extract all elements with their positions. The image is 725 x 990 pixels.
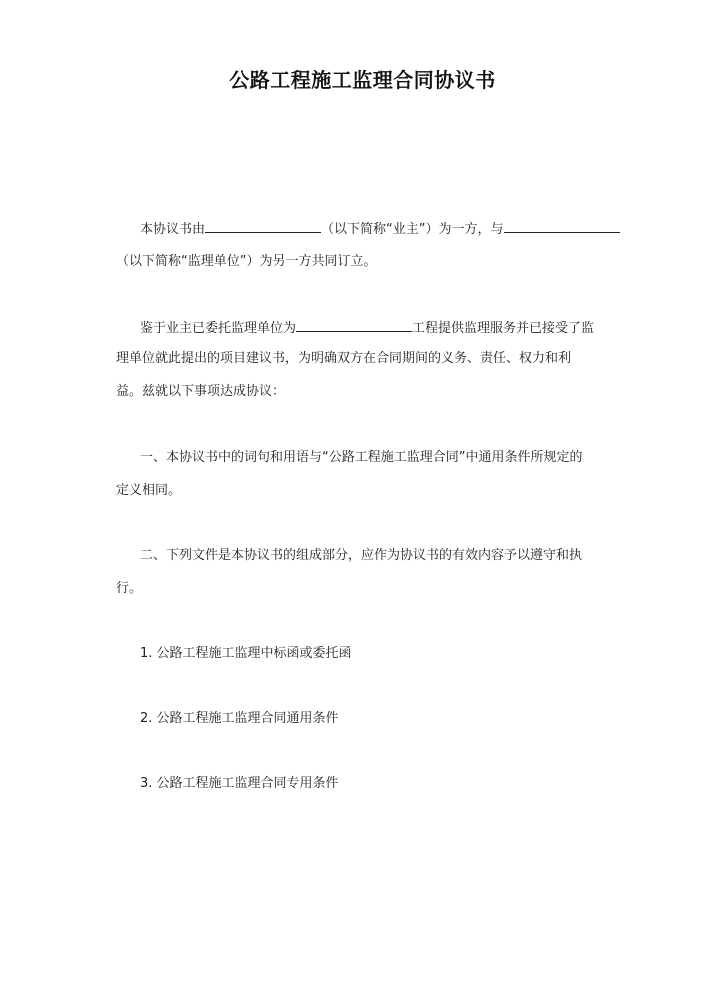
supervisor-blank (504, 219, 620, 233)
para3-line2: 定义相同。 (116, 483, 182, 498)
para4-line2: 行。 (116, 581, 143, 596)
para2-line2: 理单位就此提出的项目建议书，为明确双方在合同期间的义务、责任、权力和利 (116, 351, 572, 366)
para1-line1 (140, 219, 620, 239)
list-item: 2. 公路工程施工监理合同通用条件 (140, 711, 339, 726)
para3-line1: 一、本协议书中的词句和用语与“公路工程施工监理合同”中通用条件所规定的 (140, 450, 583, 465)
para2-line1 (140, 318, 594, 338)
para1-line2: （以下简称“监理单位”）为另一方共同订立。 (116, 254, 377, 269)
para2-text-a: 鉴于业主已委托监理单位为 (140, 321, 297, 336)
para2-text-b: 工程提供监理服务并已接受了监 (412, 321, 595, 336)
list-item: 3. 公路工程施工监理合同专用条件 (140, 776, 339, 791)
para1-text-b: （以下简称“业主”）为一方，与 (321, 222, 504, 237)
project-blank (296, 318, 412, 332)
document-title: 公路工程施工监理合同协议书 (229, 68, 496, 92)
para2-line3: 益。兹就以下事项达成协议： (116, 384, 286, 399)
owner-blank (205, 219, 321, 233)
para1-text-a: 本协议书由 (140, 222, 206, 237)
para4-line1: 二、下列文件是本协议书的组成部分，应作为协议书的有效内容予以遵守和执 (140, 548, 583, 563)
list-item: 1. 公路工程施工监理中标函或委托函 (140, 646, 352, 661)
